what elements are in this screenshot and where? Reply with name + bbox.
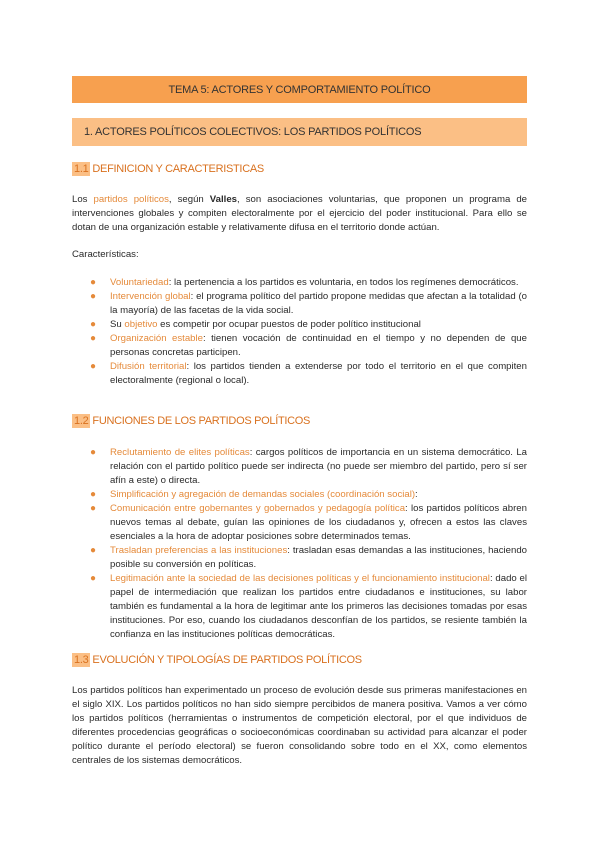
- bullet-icon: ●: [90, 333, 97, 344]
- characteristics-list: [72, 276, 527, 388]
- list-item: ● Comunicación entre gobernantes y gobernados y pedagogía política: los partidos políticos abren nuevos temas al debate, guían las opiniones de los ciudadanos y, ofrecen a estos las claves esenciales a la hora de adoptar posiciones sobre determinados temas.: [90, 503, 527, 542]
- list-item: ● Voluntariedad: la pertenencia a los partidos es voluntaria, en todos los regímenes democráticos.: [90, 277, 519, 288]
- subheading-number: 1.3: [74, 654, 89, 666]
- subheading-number: 1.2: [74, 415, 89, 427]
- list-item: ● Simplificación y agregación de demandas sociales (coordinación social):: [90, 489, 418, 500]
- bullet-icon: ●: [90, 545, 97, 556]
- bullet-icon: ●: [90, 503, 97, 514]
- page-title: TEMA 5: ACTORES Y COMPORTAMIENTO POLÍTICO: [72, 76, 527, 103]
- subheading-label: EVOLUCIÓN Y TIPOLOGÍAS DE PARTIDOS POLÍTICOS: [92, 654, 362, 666]
- bullet-icon: ●: [90, 361, 97, 372]
- bullet-icon: ●: [90, 277, 97, 288]
- bullet-icon: ●: [90, 573, 97, 584]
- bullet-icon: ●: [90, 319, 97, 330]
- functions-list: [72, 446, 527, 642]
- list-item: ● Legitimación ante la sociedad de las decisiones políticas y el funcionamiento institucional: dado el papel de intermediación que realizan los partidos entre ciudadanos e instituciones, su labor también es fundamental a la hora de legitimar ante los primeros las decisiones tomadas por esas instituciones. Por eso, cuando los ciudadanos desconfían de los partidos, se resiente también la confianza en las instituciones políticas democráticas.: [90, 573, 527, 640]
- subheading-1-1: [72, 161, 264, 177]
- bullet-icon: ●: [90, 489, 97, 500]
- evolution-paragraph: Los partidos políticos han experimentado un proceso de evolución desde sus primeras manifestaciones en el siglo XIX. Los partidos políticos no han sido siempre percibidos de manera positiva. Vamos a ver cómo los partidos políticos (herramientas o instrumentos de competición electoral, por el que individuos de diferentes procedencias geográficas o socioeconómicas coordinaban su actividad para alcanzar el poder político durante el período electoral) se fueron consolidando sobre todo en el XX, como elementos centrales de los sistemas democráticos.: [72, 685, 527, 766]
- intro-paragraph: Los partidos políticos, según Valles, son asociaciones voluntarias, que proponen un programa de intervenciones globales y compiten electoralmente por el ejercicio del poder institucional. Para ello se dotan de una organización estable y relativamente difusa en el territorio donde actúan.: [72, 194, 527, 233]
- list-item: ● Difusión territorial: los partidos tienden a extenderse por todo el territorio en el que compiten electoralmente (regional o local).: [90, 361, 527, 386]
- list-item: ● Intervención global: el programa político del partido propone medidas que afectan a la totalidad (o la mayoría) de las facetas de la vida social.: [90, 291, 527, 316]
- characteristics-label: Características:: [72, 249, 139, 260]
- bullet-icon: ●: [90, 447, 97, 458]
- list-item: ● Reclutamiento de elites políticas: cargos políticos de importancia en un sistema democrático. La relación con el partido político puede ser indirecta (no puede ser miembro del partido, pero sí ser afín a este) o directa.: [90, 447, 527, 486]
- list-item: ● Trasladan preferencias a las instituciones: trasladan esas demandas a las instituciones, haciendo posible su conversión en políticas.: [90, 545, 528, 570]
- subheading-label: FUNCIONES DE LOS PARTIDOS POLÍTICOS: [92, 415, 311, 427]
- subheading-label: DEFINICION Y CARACTERISTICAS: [92, 163, 264, 175]
- term-link: partidos políticos: [93, 194, 169, 205]
- section-heading: 1. ACTORES POLÍTICOS COLECTIVOS: LOS PARTIDOS POLÍTICOS: [72, 118, 527, 146]
- author-name: Valles: [209, 194, 238, 205]
- bullet-icon: ●: [90, 291, 97, 302]
- subheading-1-2: [72, 413, 310, 429]
- list-item: ● Su objetivo es competir por ocupar puestos de poder político institucional: [90, 319, 421, 330]
- subheading-number: 1.1: [74, 163, 89, 175]
- subheading-1-3: [72, 652, 362, 668]
- list-item: ● Organización estable: tienen vocación de continuidad en el tiempo y no dependen de que personas concretas participen.: [90, 333, 527, 358]
